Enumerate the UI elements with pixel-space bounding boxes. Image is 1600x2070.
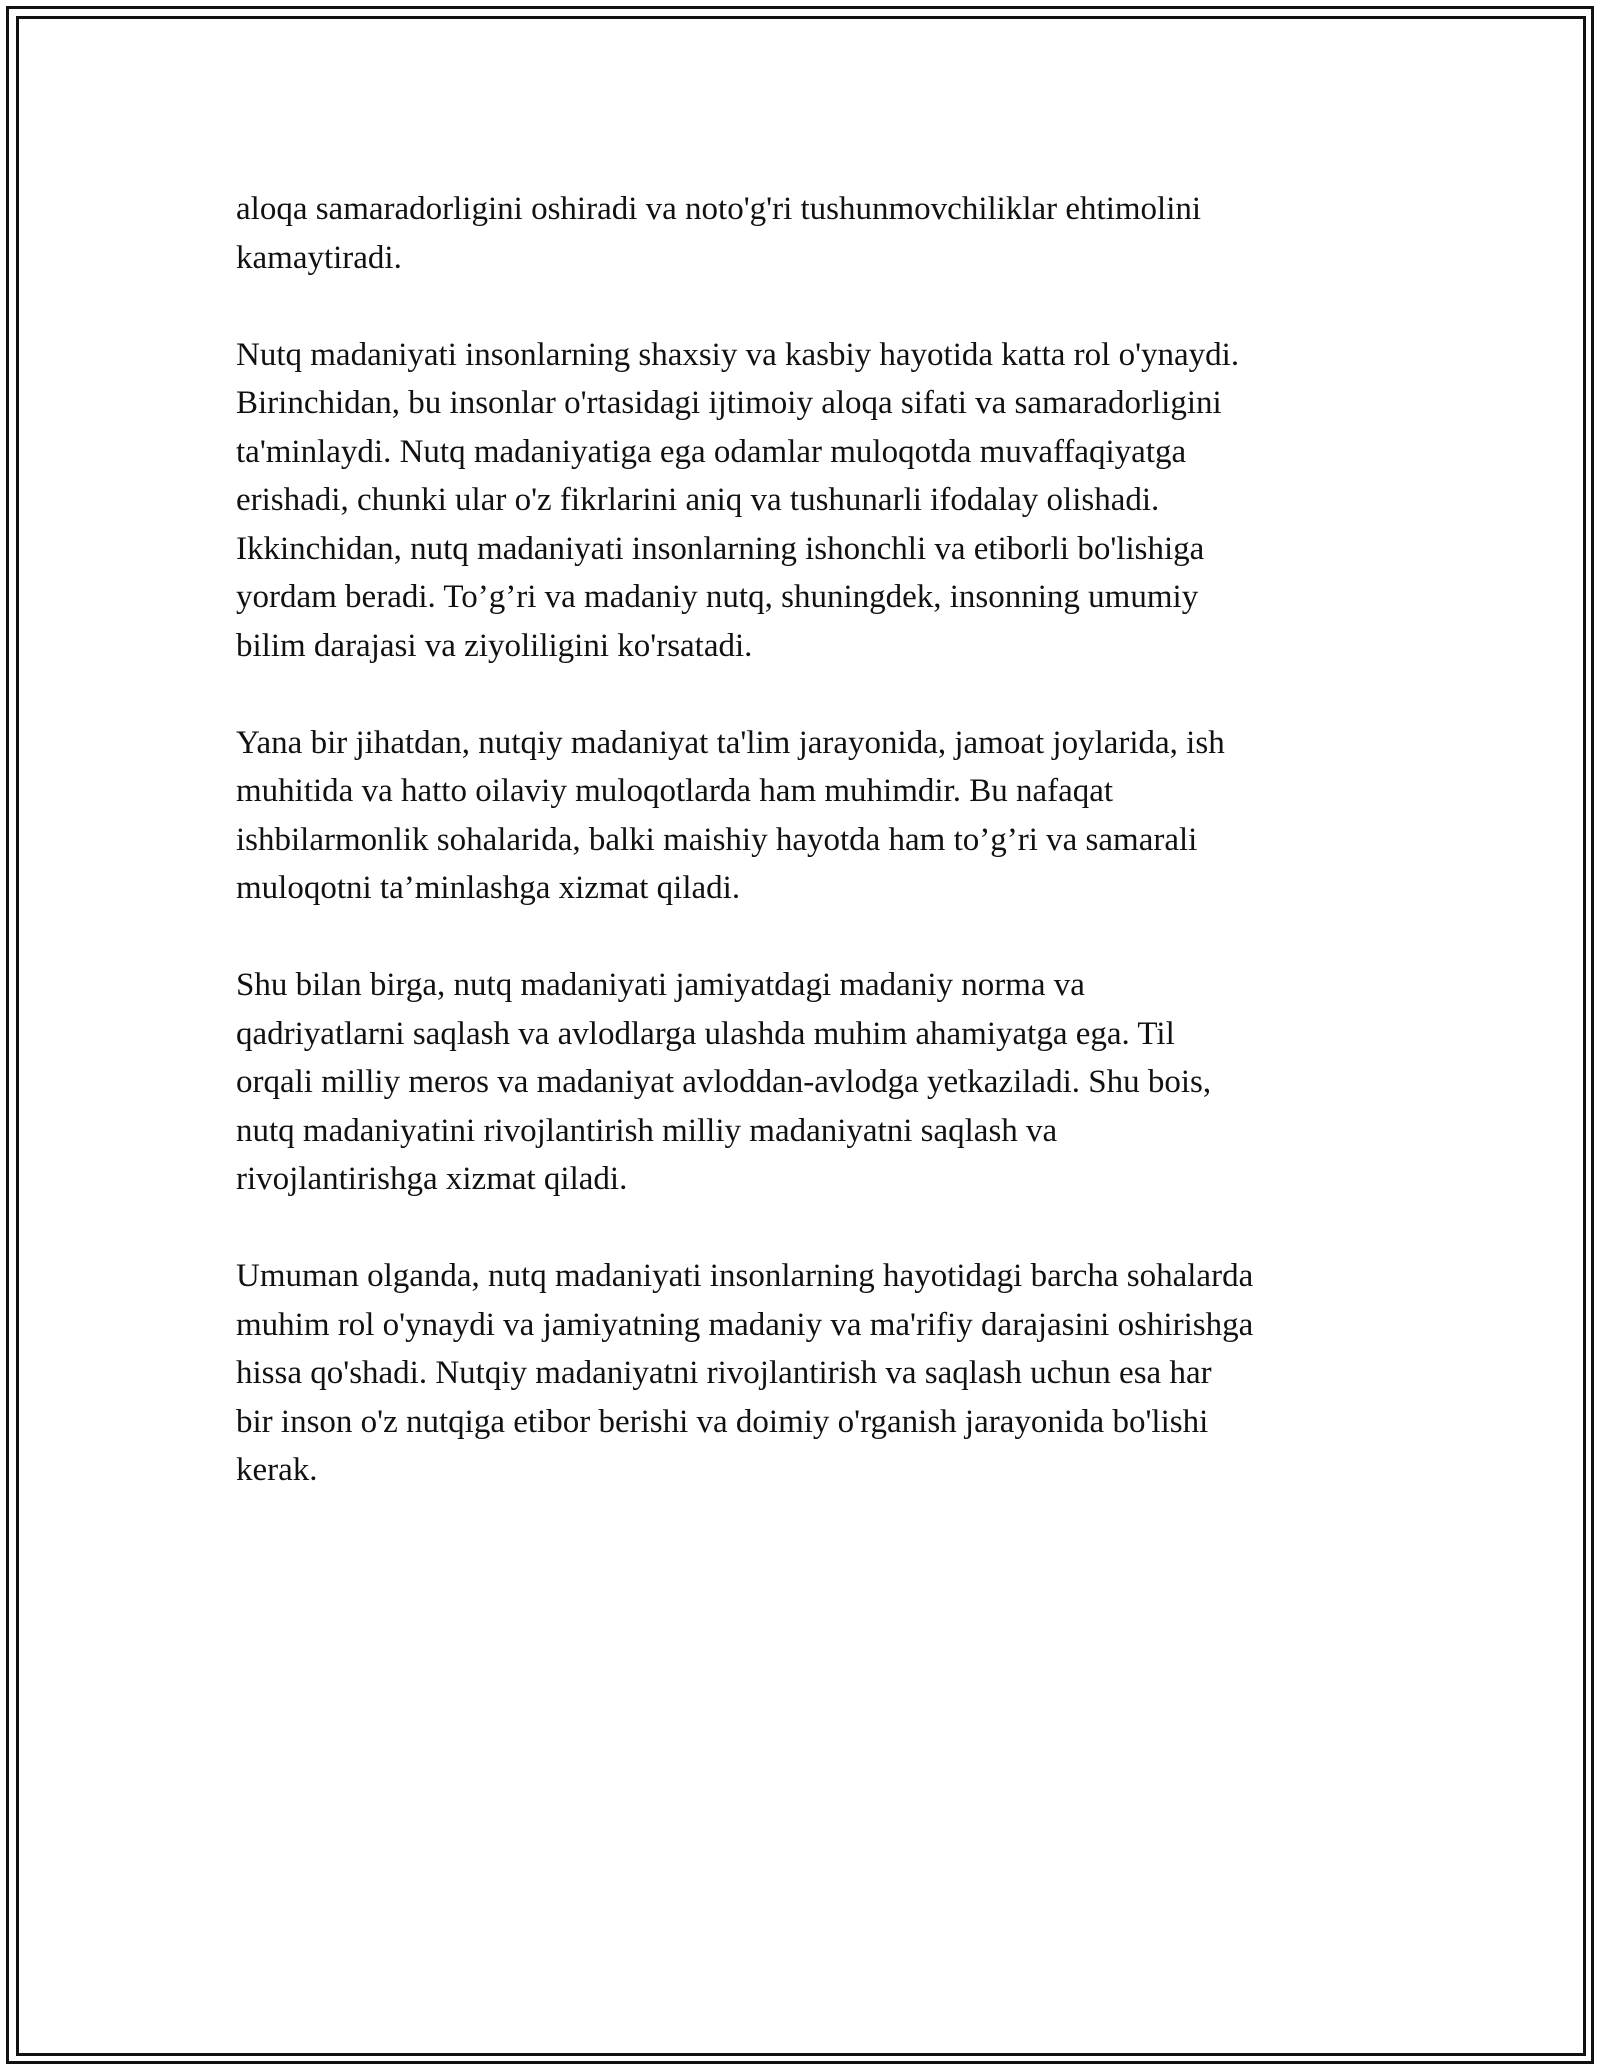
paragraph-2: Nutq madaniyati insonlarning shaxsiy va kasbiy hayotida katta rol o'ynaydi. Birinchidan, bu insonlar o'rtasidagi ijtimoiy aloqa sifati va samaradorligini ta'minlaydi. Nutq madaniyatiga ega odamlar muloqotda muvaffaqiyatga erishadi, chunki ular o'z fikrlarini aniq va tushunarli ifodalay olishadi. Ikkinchidan, nutq madaniyati insonlarning ishonchli va etiborli bo'lishiga yordam beradi. To’g’ri va madaniy nutq, shuningdek, insonning umumiy bilim darajasi va ziyoliligini ko'rsatadi. — [236, 336, 1240, 664]
paragraph-5: Umuman olganda, nutq madaniyati insonlarning hayotidagi barcha sohalarda muhim rol o'ynaydi va jamiyatning madaniy va ma'rifiy darajasini oshirishga hissa qo'shadi. Nutqiy madaniyatni rivojlantirish va saqlash uchun esa har bir inson o'z nutqiga etibor berishi va doimiy o'rganish jarayonida bo'lishi kerak. — [236, 1258, 1254, 1488]
paragraph-4: Shu bilan birga, nutq madaniyati jamiyatdagi madaniy norma va qadriyatlarni saqlash va avlodlarga ulashda muhim ahamiyatga ega. Til orqali milliy meros va madaniyat avloddan-avlodga yetkaziladi. Shu bois, nutq madaniyatini rivojlantirish milliy madaniyatni saqlash va rivojlantirishga xizmat qiladi. — [236, 967, 1212, 1197]
paragraph-3: Yana bir jihatdan, nutqiy madaniyat ta'lim jarayonida, jamoat joylarida, ish muhitida va hatto oilaviy muloqotlarda ham muhimdir. Bu nafaqat ishbilarmonlik sohalarida, balki maishiy hayotda ham to’g’ri va samarali muloqotni ta’minlashga xizmat qiladi. — [236, 724, 1225, 906]
document-body — [236, 185, 1376, 1543]
paragraph-1: aloqa samaradorligini oshiradi va noto'g'ri tushunmovchiliklar ehtimolini kamaytiradi. — [236, 191, 1202, 276]
